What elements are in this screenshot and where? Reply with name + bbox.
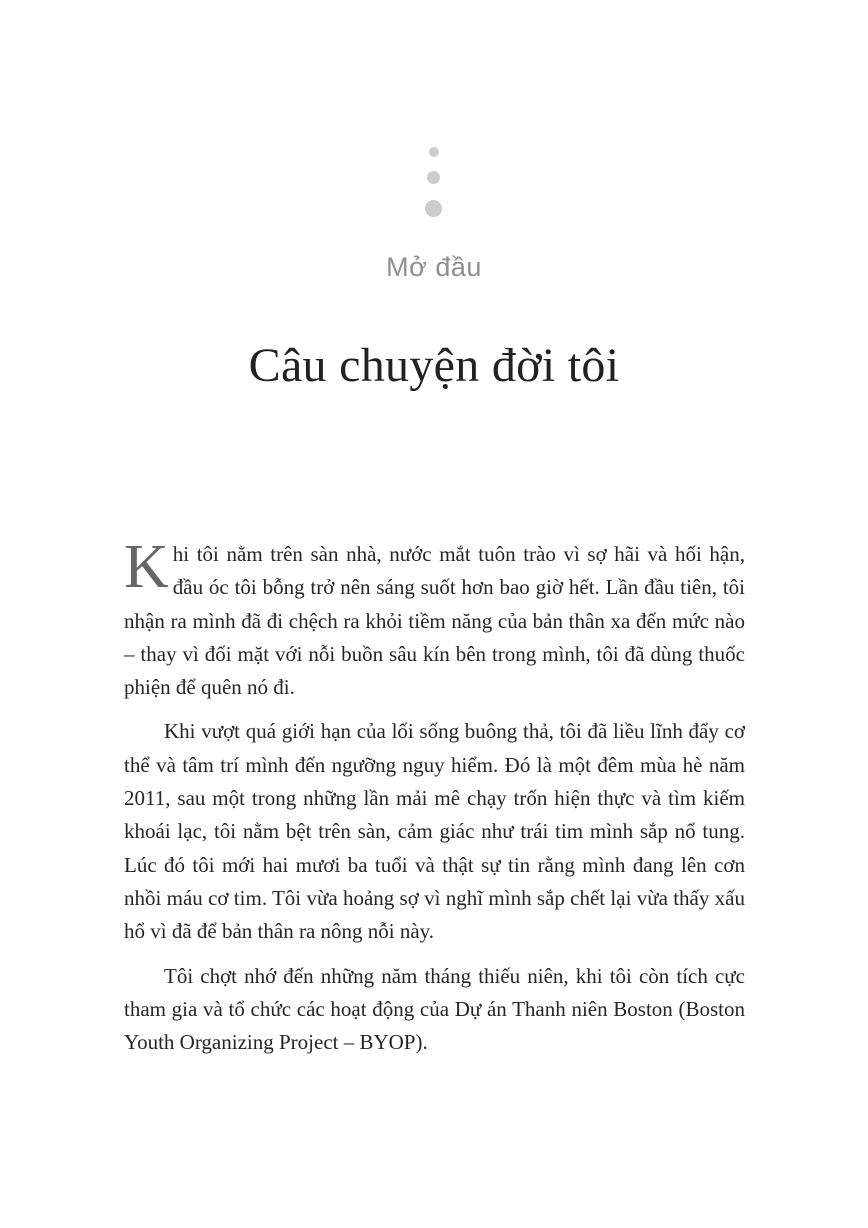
drop-cap: K	[124, 533, 169, 601]
paragraph-1	[124, 533, 745, 704]
paragraph-1-text: hi tôi nằm trên sàn nhà, nước mắt tuôn trào vì sợ hãi và hối hận, đầu óc tôi bỗng trở nên sáng suốt hơn bao giờ hết. Lần đầu tiên, tôi nhận ra mình đã đi chệch ra khỏi tiềm năng của bản thân xa đến mức nào – thay vì đối mặt với nỗi buồn sâu kín bên trong mình, tôi đã dùng thuốc phiện để quên nó đi.	[124, 542, 745, 700]
ornament-dot-large	[425, 200, 442, 217]
chapter-ornament	[0, 140, 868, 230]
chapter-kicker: Mở đầu	[386, 252, 482, 282]
ornament-dot-medium	[427, 171, 440, 184]
ornament-dot-small	[429, 147, 439, 157]
chapter-title: Câu chuyện đời tôi	[248, 339, 620, 392]
paragraph-2: Khi vượt quá giới hạn của lối sống buông thả, tôi đã liều lĩnh đẩy cơ thể và tâm trí mình đến ngưỡng nguy hiểm. Đó là một đêm mùa hè năm 2011, sau một trong những lần mải mê chạy trốn hiện thực và tìm kiếm khoái lạc, tôi nằm bệt trên sàn, cảm giác như trái tim mình sắp nổ tung. Lúc đó tôi mới hai mươi ba tuổi và thật sự tin rằng mình đang lên cơn nhồi máu cơ tim. Tôi vừa hoảng sợ vì nghĩ mình sắp chết lại vừa thấy xấu hổ vì đã để bản thân ra nông nỗi này.	[124, 719, 745, 944]
chapter-body	[124, 533, 745, 1059]
paragraph-3: Tôi chợt nhớ đến những năm tháng thiếu niên, khi tôi còn tích cực tham gia và tổ chức các hoạt động của Dự án Thanh niên Boston (Boston Youth Organizing Project – BYOP).	[124, 963, 745, 1055]
